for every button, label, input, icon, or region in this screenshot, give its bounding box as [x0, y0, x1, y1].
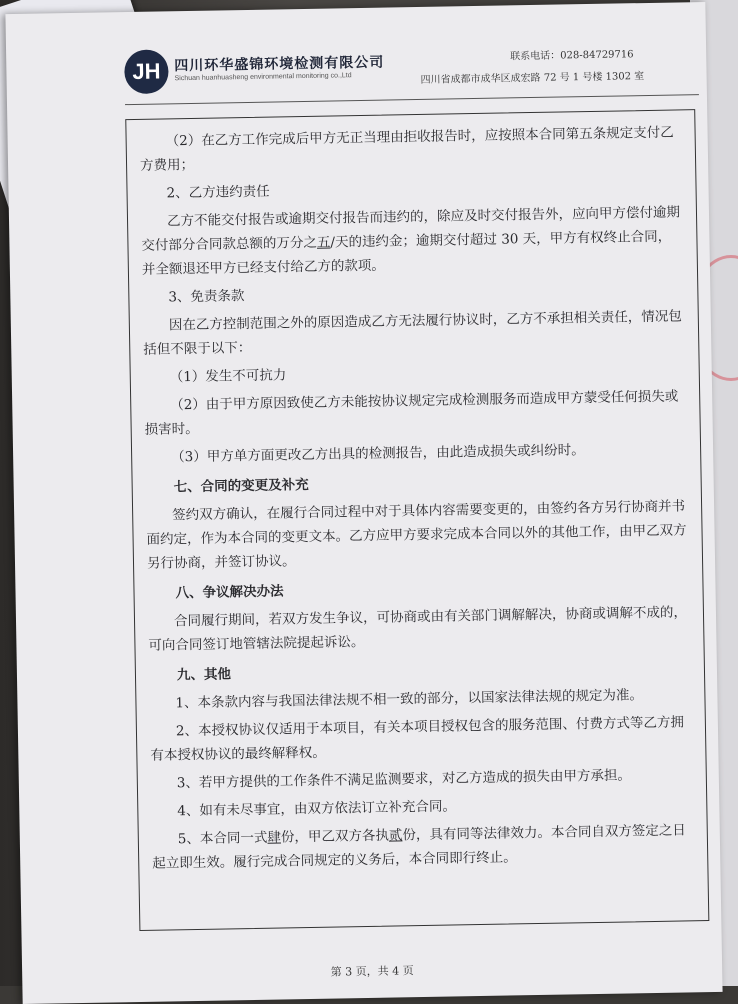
- company-name-english: Sichuan huanhuasheng environmental monitoring co.,Ltd: [174, 72, 352, 83]
- list-item: 2、本授权协议仅适用于本项目，有关本项目授权包含的服务范围、付费方式等乙方拥有本授权协议的最终解释权。: [150, 714, 685, 764]
- filled-blank: 五: [316, 234, 331, 251]
- company-logo-icon: JH: [124, 49, 169, 94]
- list-item: [152, 818, 693, 875]
- clause-paragraph: 合同履行期间，若双方发生争议，可协商或由有关部门调解解决，协商或调解不成的，可向合同签订地管辖法院提起诉讼。: [148, 604, 688, 654]
- clause-text: 份，甲乙双方各执: [280, 827, 390, 846]
- list-item: （2）由于甲方原因致使乙方未能按协议规定完成检测服务而造成甲方蒙受任何损失或损害时。: [144, 388, 679, 438]
- clause-text: /天的违约金；逾期交付超过 30 天，甲方有权终止合同，并全额退还甲方已经支付给乙方的款项。: [141, 228, 672, 278]
- clause-paragraph: （2）在乙方工作完成后甲方无正当理由拒收报告时，应按照本合同第五条规定支付乙方费用；: [139, 124, 674, 174]
- list-item: 4、如有未尽事宜，由双方依法订立补充合同。: [177, 798, 457, 820]
- section-subtitle: 2、乙方违约责任: [166, 183, 270, 202]
- clause-paragraph: 签约双方确认，在履行合同过程中对于具体内容需要变更的，由签约各方另行协商并书面约定，作为本合同的变更文本。乙方应甲方要求完成本合同以外的其他工作，由甲乙双方另行协商，并签订协议。: [146, 498, 687, 572]
- list-item: 1、本条款内容与我国法律法规不相一致的部分，以国家法律法规的规定为准。: [175, 687, 644, 712]
- contract-body: [139, 120, 692, 879]
- company-name: 四川环华盛锦环境检测有限公司: [174, 53, 385, 74]
- clause-text: 乙方不能交付报告或逾期交付报告而违约的，除应及时交付报告外，应向甲方偿付逾期交付部分合同款总额的万分之: [141, 204, 681, 254]
- list-item: （1）发生不可抗力: [169, 367, 287, 386]
- page-number: 第 3 页，共 4 页: [330, 964, 414, 979]
- filled-blank: 贰: [388, 827, 403, 844]
- clause-text: 5、本合同一式: [177, 829, 268, 848]
- section-heading: 八、争议解决办法: [175, 583, 284, 602]
- section-heading: 九、其他: [176, 666, 232, 684]
- list-item: （3）甲方单方面更改乙方出具的检测报告，由此造成损失或纠纷时。: [171, 442, 585, 466]
- filled-blank: 肆: [267, 829, 282, 846]
- contract-page: [5, 2, 722, 1004]
- company-address: 四川省成都市成华区成宏路 72 号 1 号楼 1302 室: [420, 71, 645, 86]
- clause-paragraph: 因在乙方控制范围之外的原因造成乙方无法履行协议时，乙方不承担相关责任，情况包括但不限于以下：: [143, 308, 682, 358]
- contact-phone: 联系电话：028-84729716: [510, 49, 634, 63]
- section-heading: 七、合同的变更及补充: [173, 476, 309, 496]
- section-subtitle: 3、免责条款: [168, 288, 245, 306]
- clause-text: 份，具有同等法律效力。本合同自双方签定之日起立即生效。履行完成合同规定的义务后，本合同即行终止。: [152, 822, 686, 872]
- clause-paragraph: [141, 200, 682, 281]
- list-item: 3、若甲方提供的工作条件不满足监测要求，对乙方造成的损失由甲方承担。: [176, 767, 632, 792]
